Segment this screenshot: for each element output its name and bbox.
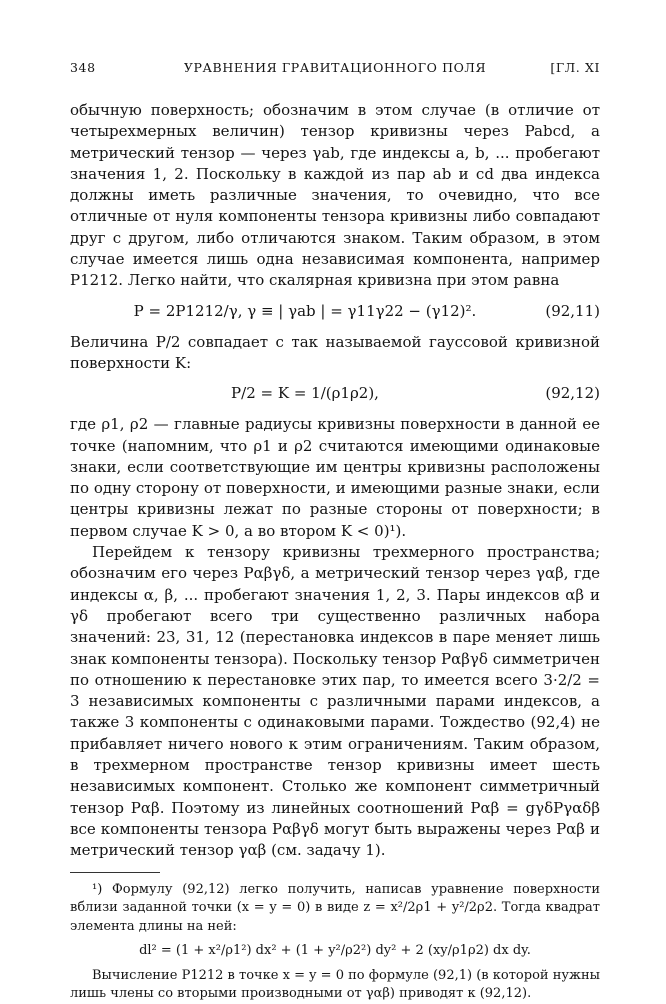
equation-92-11-number: (92,11)	[545, 301, 600, 320]
page-number: 348	[70, 60, 96, 75]
equation-92-12	[70, 380, 600, 406]
chapter-label: [ГЛ. XI	[550, 60, 600, 75]
equation-92-11-formula: P = 2P1212/γ, γ ≡ | γab | = γ11γ22 − (γ12)².	[133, 301, 477, 320]
equation-92-12-formula: P/2 = K = 1/(ρ1ρ2),	[231, 384, 379, 403]
footnote-formula: dl² = (1 + x²/ρ1²) dx² + (1 + y²/ρ2²) dy² + 2 (xy/ρ1ρ2) dx dy.	[139, 943, 531, 958]
footnote-text-1: ¹) Формулу (92,12) легко получить, написав уравнение поверхности вблизи заданной точки (x = y = 0) в виде z = x²/2ρ1 + y²/2ρ2. Тогда квадрат элемента длины на ней:	[70, 881, 600, 934]
footnote-divider	[70, 872, 160, 873]
running-title: УРАВНЕНИЯ ГРАВИТАЦИОННОГО ПОЛЯ	[183, 60, 487, 75]
footnote	[70, 881, 600, 1004]
paragraph-2: Величина P/2 совпадает с так называемой гауссовой кривизной поверхности K:	[70, 332, 600, 372]
paragraph-1: обычную поверхность; обозначим в этом случае (в отличие от четырехмерных величин) тензор кривизны через Pabcd, а метрический тензор — через γab, где индексы a, b, ... пробегают значения 1, 2. Поскольку в каждой из пар ab и cd два индекса должны иметь различные значения, то очевидно, что все отличные от нуля компоненты тензора кривизны либо совпадают друг с другом, либо отличаются знаком. Таким образом, в этом случае имеется лишь одна независимая компонента, например P1212. Легко найти, что скалярная кривизна при этом равна	[70, 101, 600, 290]
paragraph-4: Перейдем к тензору кривизны трехмерного пространства; обозначим его через Pαβγδ, а метрический тензор через γαβ, где индексы α, β, ... пробегают значения 1, 2, 3. Пары индексов αβ и γδ пробегают всего три существенно различных набора значений: 23, 31, 12 (перестановка индексов в паре меняет лишь знак компоненты тензора). Поскольку тензор Pαβγδ симметричен по отношению к перестановке этих пар, то имеется всего 3·2/2 = 3 независимых компоненты с различными парами индексов, а также 3 компоненты с одинаковыми парами. Тождество (92,4) не прибавляет ничего нового к этим ограничениям. Таким образом, в трехмерном пространстве тензор кривизны имеет шесть независимых компонент. Столько же компонент симметричный тензор Pαβ. Поэтому из линейных соотношений Pαβ = gγδPγαδβ все компоненты тензора Pαβγδ могут быть выражены через Pαβ и метрический тензор γαβ (см. задачу 1).	[70, 543, 600, 860]
equation-92-11	[70, 298, 600, 324]
main-text	[70, 100, 600, 1004]
equation-92-12-number: (92,12)	[545, 384, 600, 403]
paragraph-3: где ρ1, ρ2 — главные радиусы кривизны поверхности в данной ее точке (напомним, что ρ1 и ρ2 считаются имеющими одинаковые знаки, если соответствующие им центры кривизны расположены по одну сторону от поверхности, и имеющими разные знаки, если центры кривизны лежат по разные стороны от поверхности; в первом случае K > 0, а во втором K < 0)¹).	[70, 415, 600, 540]
footnote-text-2: Вычисление P1212 в точке x = y = 0 по формуле (92,1) (в которой нужны лишь члены со вторыми производными от γαβ) приводят к (92,12).	[70, 967, 600, 1001]
